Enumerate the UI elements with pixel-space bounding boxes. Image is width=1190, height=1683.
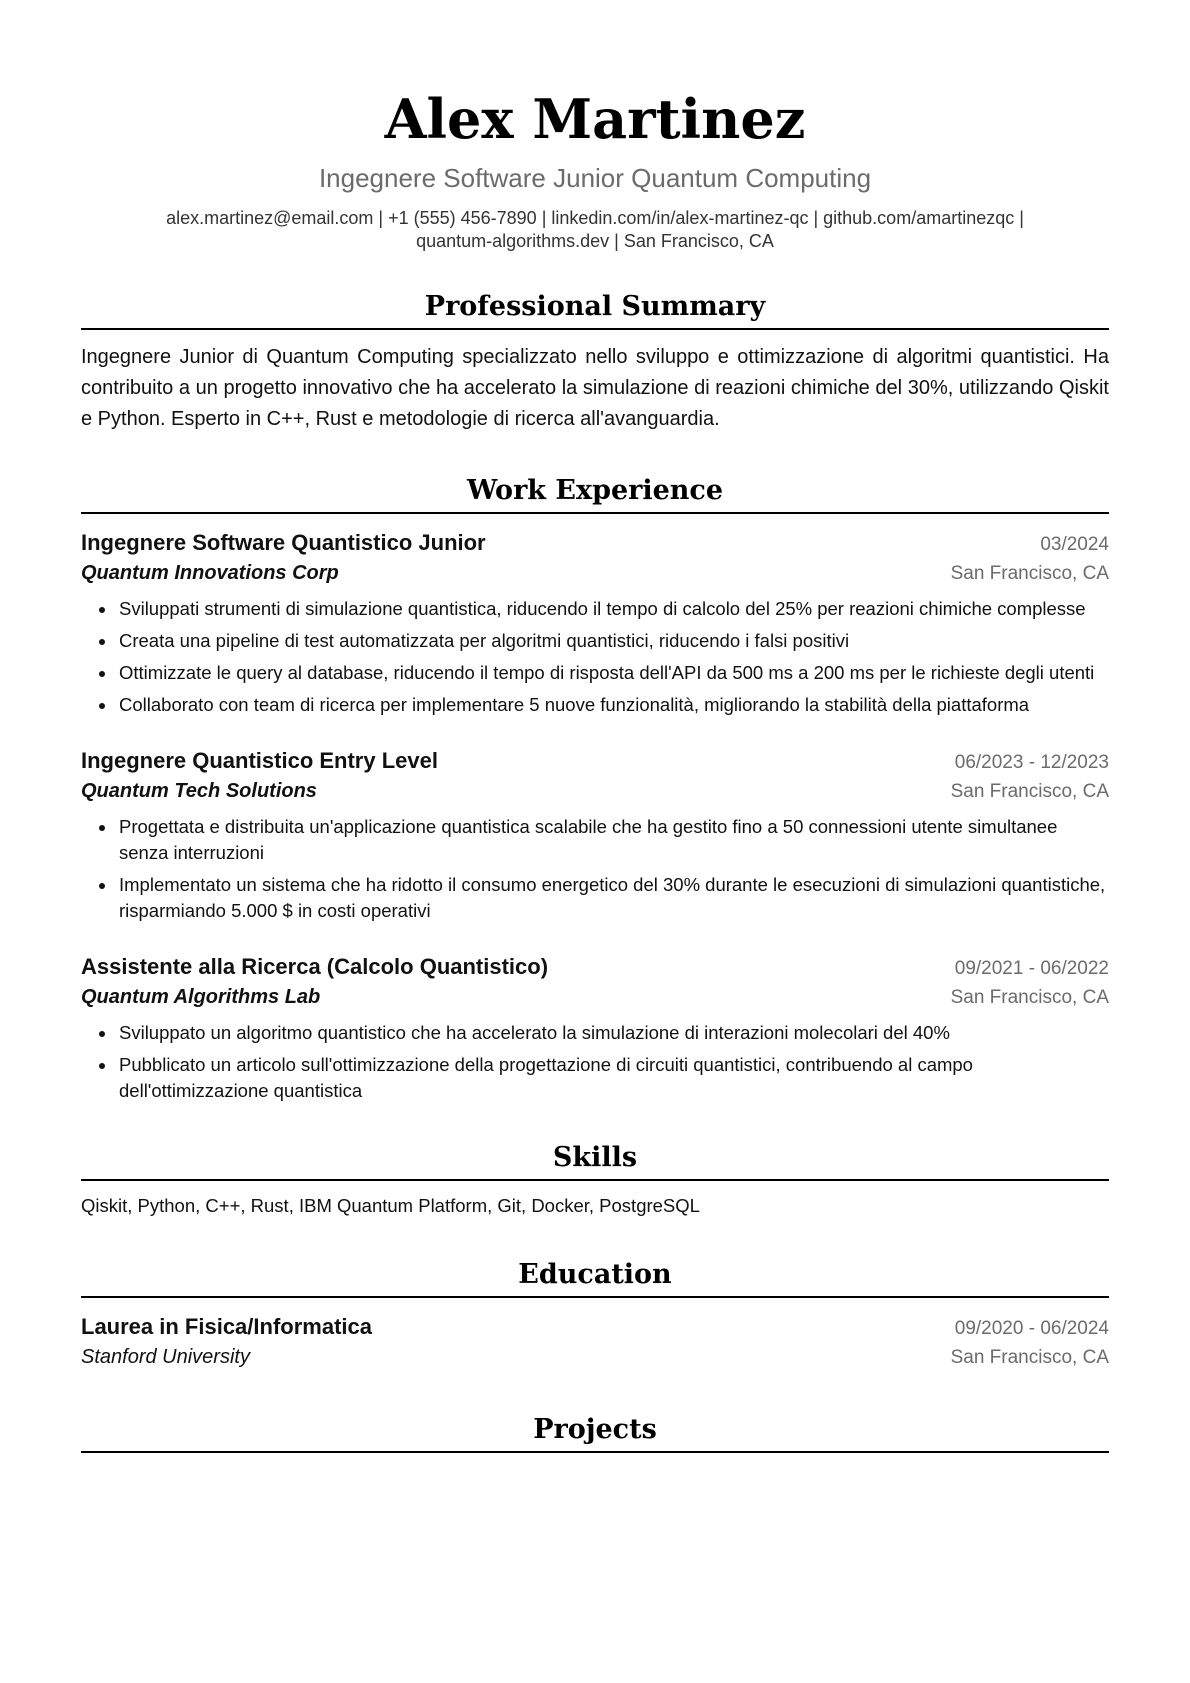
education-section [81,1257,1109,1372]
job-bullet: • Progettata e distribuita un'applicazione quantistica scalabile che ha gestito fino a 50 connessioni utente simultanee senza interruzioni [117,814,1109,866]
job-bullet: • Sviluppati strumenti di simulazione quantistica, riducendo il tempo di calcolo del 25% per reazioni chimiche complesse [117,596,1109,622]
job-bullets [81,814,1109,924]
job-bullet: • Ottimizzate le query al database, riducendo il tempo di risposta dell'API da 500 ms a 200 ms per le richieste degli utenti [117,660,1109,686]
candidate-title: Ingegnere Software Junior Quantum Computing [318,163,872,193]
job-company: Quantum Innovations Corp [81,562,339,584]
experience-section [81,473,1109,1104]
skills-list: Qiskit, Python, C++, Rust, IBM Quantum Platform, Git, Docker, PostgreSQL [81,1195,700,1216]
education-entry [81,1312,1109,1372]
job-date: 06/2023 - 12/2023 [954,752,1109,773]
job-location: San Francisco, CA [950,563,1109,584]
job-bullet: • Implementato un sistema che ha ridotto il consumo energetico del 30% durante le esecuzioni di simulazioni quantistiche, risparmiando 5.000 $ in costi operativi [117,872,1109,924]
education-location: San Francisco, CA [950,1347,1109,1368]
contact-line-2: quantum-algorithms.dev | San Francisco, CA [416,231,774,251]
experience-heading: Work Experience [81,473,1109,514]
summary-text: Ingegnere Junior di Quantum Computing specializzato nello sviluppo e ottimizzazione di algoritmi quantistici. Ha contribuito a un progetto innovativo che ha accelerato la simulazione di reazioni chimiche del 30%, utilizzando Qiskit e Python. Esperto in C++, Rust e metodologie di ricerca all'avanguardia. [81,346,1109,430]
skills-heading: Skills [81,1140,1109,1181]
candidate-name: Alex Martinez [384,87,806,151]
job-bullets [81,1020,1109,1104]
job-company: Quantum Algorithms Lab [81,986,321,1008]
job-entry [81,746,1109,924]
skills-section [81,1140,1109,1219]
job-date: 03/2024 [1040,534,1109,555]
job-bullet: • Creata una pipeline di test automatizzata per algoritmi quantistici, riducendo i falsi positivi [117,628,1109,654]
job-location: San Francisco, CA [950,781,1109,802]
job-date: 09/2021 - 06/2022 [954,958,1109,979]
job-entry [81,528,1109,718]
summary-section [81,289,1109,435]
education-date: 09/2020 - 06/2024 [954,1318,1109,1339]
job-title: Ingegnere Quantistico Entry Level [81,748,438,773]
job-bullet: • Sviluppato un algoritmo quantistico che ha accelerato la simulazione di interazioni molecolari del 40% [117,1020,1109,1046]
job-bullets [81,596,1109,718]
school-name: Stanford University [81,1346,250,1368]
contact-line-1: alex.martinez@email.com | +1 (555) 456-7890 | linkedin.com/in/alex-martinez-qc | github.com/amartinezqc | [166,208,1024,228]
job-company: Quantum Tech Solutions [81,780,317,802]
contact-info [81,207,1109,253]
projects-section [81,1412,1109,1453]
job-entry [81,952,1109,1104]
job-bullet: • Pubblicato un articolo sull'ottimizzazione della progettazione di circuiti quantistici, contribuendo al campo dell'ottimizzazione quantistica [117,1052,1109,1104]
degree-title: Laurea in Fisica/Informatica [81,1314,372,1339]
education-heading: Education [81,1257,1109,1298]
job-location: San Francisco, CA [950,987,1109,1008]
job-title: Assistente alla Ricerca (Calcolo Quantistico) [81,954,549,979]
job-title: Ingegnere Software Quantistico Junior [81,530,486,555]
projects-heading: Projects [81,1412,1109,1453]
summary-heading: Professional Summary [81,289,1109,330]
job-bullet: • Collaborato con team di ricerca per implementare 5 nuove funzionalità, migliorando la stabilità della piattaforma [117,692,1109,718]
resume-header [81,0,1109,253]
